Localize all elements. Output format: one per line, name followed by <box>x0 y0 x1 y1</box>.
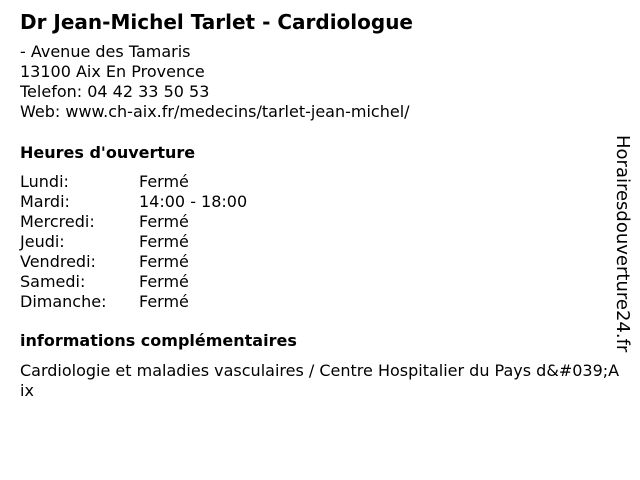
hours-value: Fermé <box>139 232 189 251</box>
hours-value: Fermé <box>139 212 189 231</box>
hours-value: Fermé <box>139 172 189 191</box>
hours-value: Fermé <box>139 252 189 271</box>
hours-row-mercredi <box>20 212 610 232</box>
hours-day: Vendredi: <box>20 252 96 271</box>
hours-value: Fermé <box>139 292 189 311</box>
address-street: - Avenue des Tamaris <box>20 42 191 61</box>
info-description: Cardiologie et maladies vasculaires / Centre Hospitalier du Pays d&#039;Aix <box>20 361 620 400</box>
hours-day: Mercredi: <box>20 212 95 231</box>
hours-day: Samedi: <box>20 272 86 291</box>
hours-heading: Heures d'ouverture <box>20 143 196 162</box>
hours-row-dimanche <box>20 292 610 312</box>
hours-day: Mardi: <box>20 192 70 211</box>
hours-value: 14:00 - 18:00 <box>139 192 248 211</box>
brand-watermark: Horairesdouverture24.fr <box>612 135 633 353</box>
hours-row-mardi <box>20 192 610 212</box>
hours-row-lundi <box>20 172 610 192</box>
hours-row-jeudi <box>20 232 610 252</box>
hours-table <box>20 172 610 312</box>
hours-row-samedi <box>20 272 610 292</box>
hours-row-vendredi <box>20 252 610 272</box>
hours-day: Dimanche: <box>20 292 107 311</box>
page-title: Dr Jean-Michel Tarlet - Cardiologue <box>20 10 413 34</box>
website-link: Web: www.ch-aix.fr/medecins/tarlet-jean-michel/ <box>20 102 410 121</box>
hours-value: Fermé <box>139 272 189 291</box>
listing-card <box>20 9 620 401</box>
address-city: 13100 Aix En Provence <box>20 62 205 81</box>
info-heading: informations complémentaires <box>20 331 297 350</box>
hours-day: Jeudi: <box>20 232 65 251</box>
phone-number: Telefon: 04 42 33 50 53 <box>20 82 210 101</box>
hours-day: Lundi: <box>20 172 69 191</box>
